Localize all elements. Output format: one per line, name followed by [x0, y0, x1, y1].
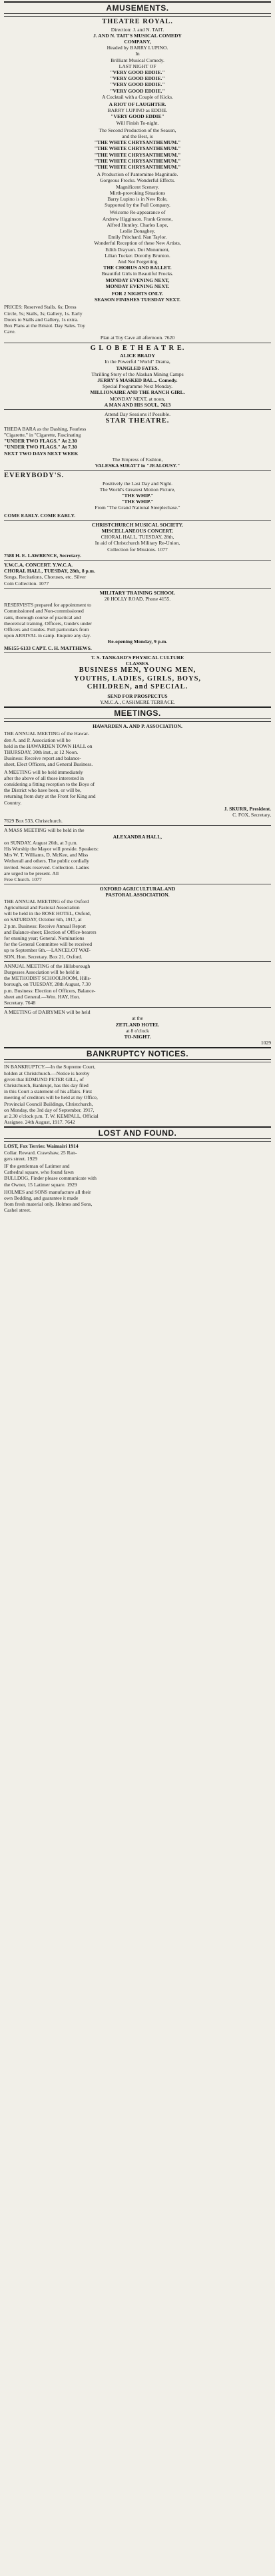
ad-line: THE ANNUAL MEETING of the Hawar-	[4, 730, 89, 737]
ad-line: THE ANNUAL MEETING of the Oxford	[4, 898, 89, 904]
ad-line: G L O B E T H E A T R E.	[90, 344, 185, 352]
section-heading: BANKRUPTCY NOTICES.	[4, 1047, 271, 1060]
ad-line: C. FOX, Secretary,	[232, 812, 271, 818]
ad-line: after the above of all those interested in	[4, 774, 84, 781]
ad-line: Collar. Reward. Crawshaw, 25 Ran-	[4, 1149, 77, 1156]
ad-line: JERRY'S MASKED BAL... Comedy.	[97, 377, 178, 383]
ad-line: Supported by the Full Company.	[105, 202, 170, 209]
ad-line: Y.W.C.A. CONCERT. Y.W.C.A.	[4, 562, 73, 569]
ad-line: ALEXANDRA HALL,	[113, 833, 162, 840]
ad-line: VALESKA SURATT in "JEALOUSY."	[95, 462, 180, 469]
ad-line: Lilian Tucker. Dorothy Brunton.	[105, 252, 170, 259]
ad-line: IN BANKRUPTCY.—In the Supreme Court,	[4, 1064, 96, 1070]
ad-line: THEATRE ROYAL.	[102, 18, 173, 25]
ad-line: CHORAL HALL, TUESDAY, 28th,	[101, 534, 174, 541]
ad-divider	[4, 721, 271, 722]
ad-line: sheet, Elect Officers, and General Business.	[4, 761, 93, 768]
ad-line: borough, on TUESDAY, 28th August, 7.30	[4, 981, 91, 988]
ad-line: THURSDAY, 30th inst., at 12 Noon.	[4, 749, 79, 756]
ad-line: BARRY LUPINO as EDDIE.	[107, 107, 168, 114]
section-heading: AMUSEMENTS.	[4, 1, 271, 14]
classified-ad	[4, 560, 271, 587]
ad-line: at the	[132, 1015, 143, 1022]
ad-line: on Monday, the 3rd day of September, 1917,	[4, 1106, 95, 1113]
ad-line: J. SKURR, President.	[224, 805, 271, 812]
ad-line: from fresh material only. Holmes and Sons,	[4, 1201, 93, 1208]
ad-line: 20 HOLLY ROAD. Phone 4155.	[104, 596, 171, 603]
classified-ad	[4, 343, 271, 408]
ad-line: den A. and P. Association will be	[4, 736, 71, 743]
ad-line: Headed by BARRY LUPINO.	[107, 45, 168, 51]
ad-line: Songs, Recitations, Choruses, etc. Silver	[4, 574, 87, 581]
ad-line: PRICES: Reserved Stalls. 6s; Dress	[4, 304, 77, 311]
ad-line: A Cocktail with a Couple of Kicks.	[102, 93, 173, 100]
ad-divider	[4, 560, 271, 561]
classified-ad	[4, 520, 271, 559]
ad-line: IF the gentleman of Latimer and	[4, 1163, 70, 1169]
ad-line: Box Plans at the Bristol. Day Sales. Toy	[4, 323, 85, 329]
ad-line: LAST NIGHT OF	[119, 63, 156, 69]
ad-line: TANGLED FATES.	[116, 365, 159, 371]
classified-ad	[4, 470, 271, 519]
ad-line: Welcome Re-appearance of	[109, 209, 166, 216]
ad-line: CLASSES.	[125, 660, 150, 667]
ad-line: EVERYBODY'S.	[4, 472, 65, 480]
ad-line: 2 p.m. Business: Receive Annual Report	[4, 922, 86, 929]
ad-line: Mrs W. T. Williams, D. McKee, and Miss	[4, 852, 89, 858]
classified-ad	[4, 721, 271, 824]
ad-line: FOR 2 NIGHTS ONLY.	[111, 291, 164, 297]
ad-line: Wetherall and others. The public cordially	[4, 858, 89, 864]
ad-line: And Not Forgetting	[117, 259, 158, 265]
ad-line: J. AND N. TAIT'S MUSICAL COMEDY	[93, 32, 182, 39]
ad-line: PASTORAL ASSOCIATION.	[105, 892, 170, 898]
classified-ad	[4, 961, 271, 1006]
classified-ad	[4, 409, 271, 469]
ad-line: "THE WHIP."	[121, 493, 154, 499]
ad-line: ALICE BRADY	[120, 353, 155, 359]
ad-line: Leslie Donaghey,	[119, 228, 156, 234]
ad-line: theoretical training. Officers, Guide's under	[4, 620, 92, 627]
ad-divider	[4, 588, 271, 589]
ad-line: MONDAY EVENING NEXT,	[105, 277, 170, 283]
ad-line: are urged to be present. All	[4, 870, 59, 876]
ad-line: CHORAL HALL, TUESDAY, 28th, 8 p.m.	[4, 568, 95, 575]
ad-line: "VERY GOOD EDDIE."	[110, 75, 165, 82]
ad-line: From "The Grand National Steeplechase."	[95, 505, 180, 511]
ad-line: LOST, Fox Terrier. Waimairi 1914	[4, 1143, 79, 1150]
ad-line: A Production of Pantomime Magnitude.	[97, 171, 178, 178]
ad-line: Commissioned and Non-commissioned	[4, 608, 84, 615]
ad-line: returning from duty at the Front for King and	[4, 793, 96, 800]
ad-line: "VERY GOOD EDDIE."	[110, 69, 165, 75]
ad-line: CHILDREN, and SPECIAL.	[87, 683, 188, 691]
ad-divider	[4, 409, 271, 410]
ad-line: given that EDMUND PETER GILL, of	[4, 1076, 84, 1082]
ad-line: THEDA BARA as the Dashing, Fearless	[4, 425, 87, 432]
ad-line: will be held in the ROSE HOTEL, Oxford,	[4, 910, 91, 917]
ad-line: In aid of Christchurch Military Re-Union,	[95, 540, 180, 547]
ad-divider	[4, 825, 271, 826]
ad-line: gers street. 1929	[4, 1155, 37, 1162]
ad-line: THE CHORUS AND BALLET.	[103, 265, 172, 271]
ad-line: HOLMES and SONS manufacture all their	[4, 1188, 91, 1195]
ad-line: ZETLAND HOTEL	[115, 1021, 160, 1028]
ad-line: Assignee. 24th August, 1917. 7642	[4, 1119, 75, 1126]
ad-line: "UNDER TWO FLAGS." At 7.30	[4, 444, 77, 451]
ad-line: for ensuing year; General. Nominations	[4, 934, 85, 941]
ad-line: "THE WHIP."	[121, 499, 154, 505]
ad-line: HAWARDEN A. AND P. ASSOCIATION.	[93, 723, 182, 730]
ad-line: "THE WHITE CHRYSANTHEMUM."	[94, 151, 181, 158]
ad-divider	[4, 652, 271, 653]
ad-divider	[4, 16, 271, 17]
ad-line: ANNUAL MEETING of the Hillsborough	[4, 962, 91, 969]
classified-ad	[4, 16, 271, 341]
ad-line: 7588 H. E. LAWRENCE, Secretary.	[4, 552, 81, 559]
ad-line: OXFORD AGRICULTURAL AND	[99, 886, 176, 892]
ad-line: Doors to Stalls and Gallery, 1s extra.	[4, 316, 79, 323]
ad-line: and the Best, is	[122, 133, 153, 139]
classified-ad	[4, 1062, 271, 1125]
ad-divider	[4, 961, 271, 962]
ad-line: up to September 6th.—LANCELOT WAT-	[4, 947, 91, 954]
ad-line: Burgesses Association will be held in	[4, 968, 80, 975]
ad-line: at 8 o'clock	[126, 1027, 149, 1034]
ad-line: 1029	[260, 1040, 271, 1046]
ad-line: A RIOT OF LAUGHTER.	[109, 101, 166, 107]
classified-ad	[4, 652, 271, 705]
ad-line: "UNDER TWO FLAGS." At 2.30	[4, 438, 77, 445]
ad-line: RESERVISTS prepared for appointment to	[4, 602, 91, 609]
ad-line: SEASON FINISHES TUESDAY NEXT.	[94, 297, 181, 303]
ad-line: Cave.	[4, 329, 16, 335]
ad-line: Wonderful Reception of these New Artists,	[94, 240, 181, 247]
ad-line: MILLIONAIRE AND THE RANCH GIRL.	[90, 389, 185, 396]
ad-line: Edith Drayson. Dot Monument,	[105, 246, 170, 253]
ad-line: Coin Collection. 1077	[4, 580, 49, 587]
ad-line: A MEETING of DAIRYMEN will be held	[4, 1009, 91, 1016]
ad-line: NEXT TWO DAYS NEXT WEEK	[4, 450, 79, 457]
ad-line: on SUNDAY, August 26th, at 3 p.m.	[4, 839, 78, 846]
ad-line: holden at Christchurch.—Notice is hereby	[4, 1070, 90, 1076]
ad-line: 7629 Box 533, Christchurch.	[4, 818, 63, 824]
ad-line: Attend Day Sessions if Possible.	[105, 411, 170, 417]
ad-line: COME EARLY. COME EARLY.	[4, 512, 76, 519]
ad-line: Thrilling Story of the Alaskan Mining Camps	[91, 371, 184, 377]
ad-line: Re-opening Monday, 9 p.m.	[107, 639, 168, 645]
ad-line: Positively the Last Day and Night.	[102, 480, 173, 487]
ad-line: CHRISTCHURCH MUSICAL SOCIETY.	[91, 521, 184, 528]
ad-line: in this Court a statement of his affairs. First	[4, 1088, 93, 1095]
ad-line: A MASS MEETING will be held in the	[4, 827, 85, 834]
ad-line: Emily Pritchard. Nan Taylor.	[108, 234, 167, 241]
ad-line: The Second Production of the Season,	[99, 127, 176, 133]
ad-line: "THE WHITE CHRYSANTHEMUM."	[94, 139, 181, 146]
ad-line: COMPANY,	[124, 38, 151, 45]
ad-line: Beautiful Girls in Beautiful Frocks.	[101, 271, 174, 277]
ad-line: YOUTHS, LADIES, GIRLS, BOYS,	[73, 674, 202, 682]
ad-line: A MEETING will be held immediately	[4, 768, 83, 775]
ad-line: Plan at Toy Cave all afternoon. 7620	[100, 335, 175, 341]
ad-line: Agricultural and Pastoral Association	[4, 904, 80, 910]
section-heading: LOST AND FOUND.	[4, 1126, 271, 1139]
ad-line: Cathedral square, who found fawn	[4, 1169, 74, 1176]
classified-ad	[4, 1007, 271, 1046]
ad-line: held in the HAWARDEN TOWN HALL on	[4, 742, 93, 749]
ad-divider	[4, 1007, 271, 1008]
ad-line: MONDAY NEXT, at noon,	[109, 395, 166, 402]
ad-line: for the General Committee will be received	[4, 941, 92, 948]
ad-line: Christchurch, Bankrupt, has this day filed	[4, 1082, 89, 1088]
ad-line: considering a fitting reception to the Boys of	[4, 781, 95, 788]
ad-line: at 2.30 o'clock p.m. T. W. KEMPALL, Official	[4, 1112, 99, 1119]
ad-line: His Worship the Mayor will preside. Speakers:	[4, 846, 99, 852]
ad-line: BUSINESS MEN, YOUNG MEN,	[79, 666, 196, 674]
ad-line: Magnificent Scenery.	[116, 183, 159, 190]
ad-line: Officers and Guides. Full particulars from	[4, 627, 89, 633]
ad-line: the METHODIST SCHOOLROOM, Hills-	[4, 975, 92, 982]
ad-line: "Cigarette," in "Cigarette, Fascinating	[4, 431, 81, 438]
ad-line: SEND FOR PROSPECTUS	[107, 692, 168, 699]
ad-divider	[4, 520, 271, 521]
ad-line: Will Finish To-night.	[116, 119, 159, 126]
ad-line: Cashel street.	[4, 1207, 31, 1214]
classified-ad	[4, 1141, 271, 1213]
ad-line: Provincial Council Buildings, Christchurch,	[4, 1100, 93, 1107]
classified-ad	[4, 588, 271, 651]
ad-line: In the Powerful "World" Drama,	[105, 359, 170, 365]
ad-line: Gorgeous Frocks. Wonderful Effects.	[99, 177, 176, 184]
ad-line: MONDAY EVENING NEXT.	[105, 283, 170, 289]
ad-line: Direction: J. and N. TAIT.	[111, 26, 164, 33]
ad-line: MISCELLANEOUS CONCERT.	[101, 528, 174, 535]
ad-line: on SATURDAY, October 6th, 1917, at	[4, 916, 82, 923]
ad-line: meeting of creditors will be held at my Office,	[4, 1094, 98, 1101]
ad-line: rank, thorough course of practical and	[4, 614, 81, 621]
ad-line: Mirth-provoking Situations	[109, 189, 166, 196]
ad-line: "THE WHITE CHRYSANTHEMUM."	[94, 157, 181, 164]
ad-line: p.m. Business: Election of Officers, Balance-	[4, 987, 96, 994]
ad-line: TO-NIGHT.	[124, 1033, 151, 1040]
ad-line: The World's Greatest Motion Picture,	[99, 486, 176, 493]
ad-line: SON, Hon. Secretary. Box 21, Oxford.	[4, 953, 83, 960]
ad-line: MILITARY TRAINING SCHOOL	[99, 589, 176, 596]
ad-divider	[4, 1141, 271, 1142]
ad-line: the District who have been, or will be,	[4, 787, 82, 794]
ad-line: The Empress of Fashion,	[112, 456, 163, 463]
ad-line: invited. Seats reserved. Collection. Ladies	[4, 864, 90, 870]
ad-line: Country.	[4, 799, 22, 806]
ad-line: STAR THEATRE.	[105, 417, 170, 425]
ad-line: Secretary. 7648	[4, 999, 36, 1006]
ad-line: M6155-6133 CAPT. C. H. MATTHEWS.	[4, 644, 92, 651]
ad-line: A MAN AND HIS SOUL. 7613	[104, 401, 171, 408]
ad-line: sheet and General.—Wm. HAY, Hon.	[4, 993, 81, 1000]
ad-line: Y.M.C.A., CASHMERE TERRACE.	[100, 699, 175, 705]
ad-line: Circle, 5s; Stalls, 3s; Gallery, 1s. Early	[4, 310, 83, 317]
ad-line: Special Programme Next Monday.	[103, 383, 172, 390]
ad-line: Alfred Huntley. Charles Lope,	[107, 221, 168, 228]
ad-line: "VERY GOOD EDDIE."	[110, 87, 165, 94]
ad-line: "VERY GOOD EDDIE."	[110, 81, 165, 88]
classified-ad	[4, 825, 271, 882]
ad-line: Andrew Higginson. Frank Greene,	[102, 215, 173, 222]
ad-line: "VERY GOOD EDDIE"	[111, 113, 164, 120]
ad-line: upon ARRIVAL in camp. Enquire any day.	[4, 633, 91, 639]
ad-divider	[4, 470, 271, 471]
ad-line: Collection for Missions. 1077	[107, 546, 168, 553]
ad-line: In	[135, 51, 140, 57]
ad-line: "THE WHITE CHRYSANTHEMUM."	[94, 145, 181, 152]
ad-line: T. S. TANKARD'S PHYSICAL CULTURE	[91, 654, 184, 660]
ad-line: Brilliant Musical Comedy.	[111, 57, 164, 63]
ad-line: the Owner, 15 Latimer square. 1929	[4, 1181, 77, 1188]
ad-line: BULLDOG, Finder please communicate with	[4, 1175, 97, 1182]
ad-line: own Bedding, and guarantee it made	[4, 1195, 79, 1202]
classified-ad	[4, 884, 271, 959]
ad-line: "THE WHITE CHRYSANTHEMUM."	[94, 163, 181, 170]
ad-line: Barry Lupino is in New Role,	[107, 195, 168, 202]
section-heading: MEETINGS.	[4, 706, 271, 719]
ad-line: and Balance-sheet; Election of Office-bearers	[4, 928, 97, 935]
ad-line: Business: Receive report and balance-	[4, 755, 81, 762]
ad-line: Free Church. 1077	[4, 876, 42, 883]
